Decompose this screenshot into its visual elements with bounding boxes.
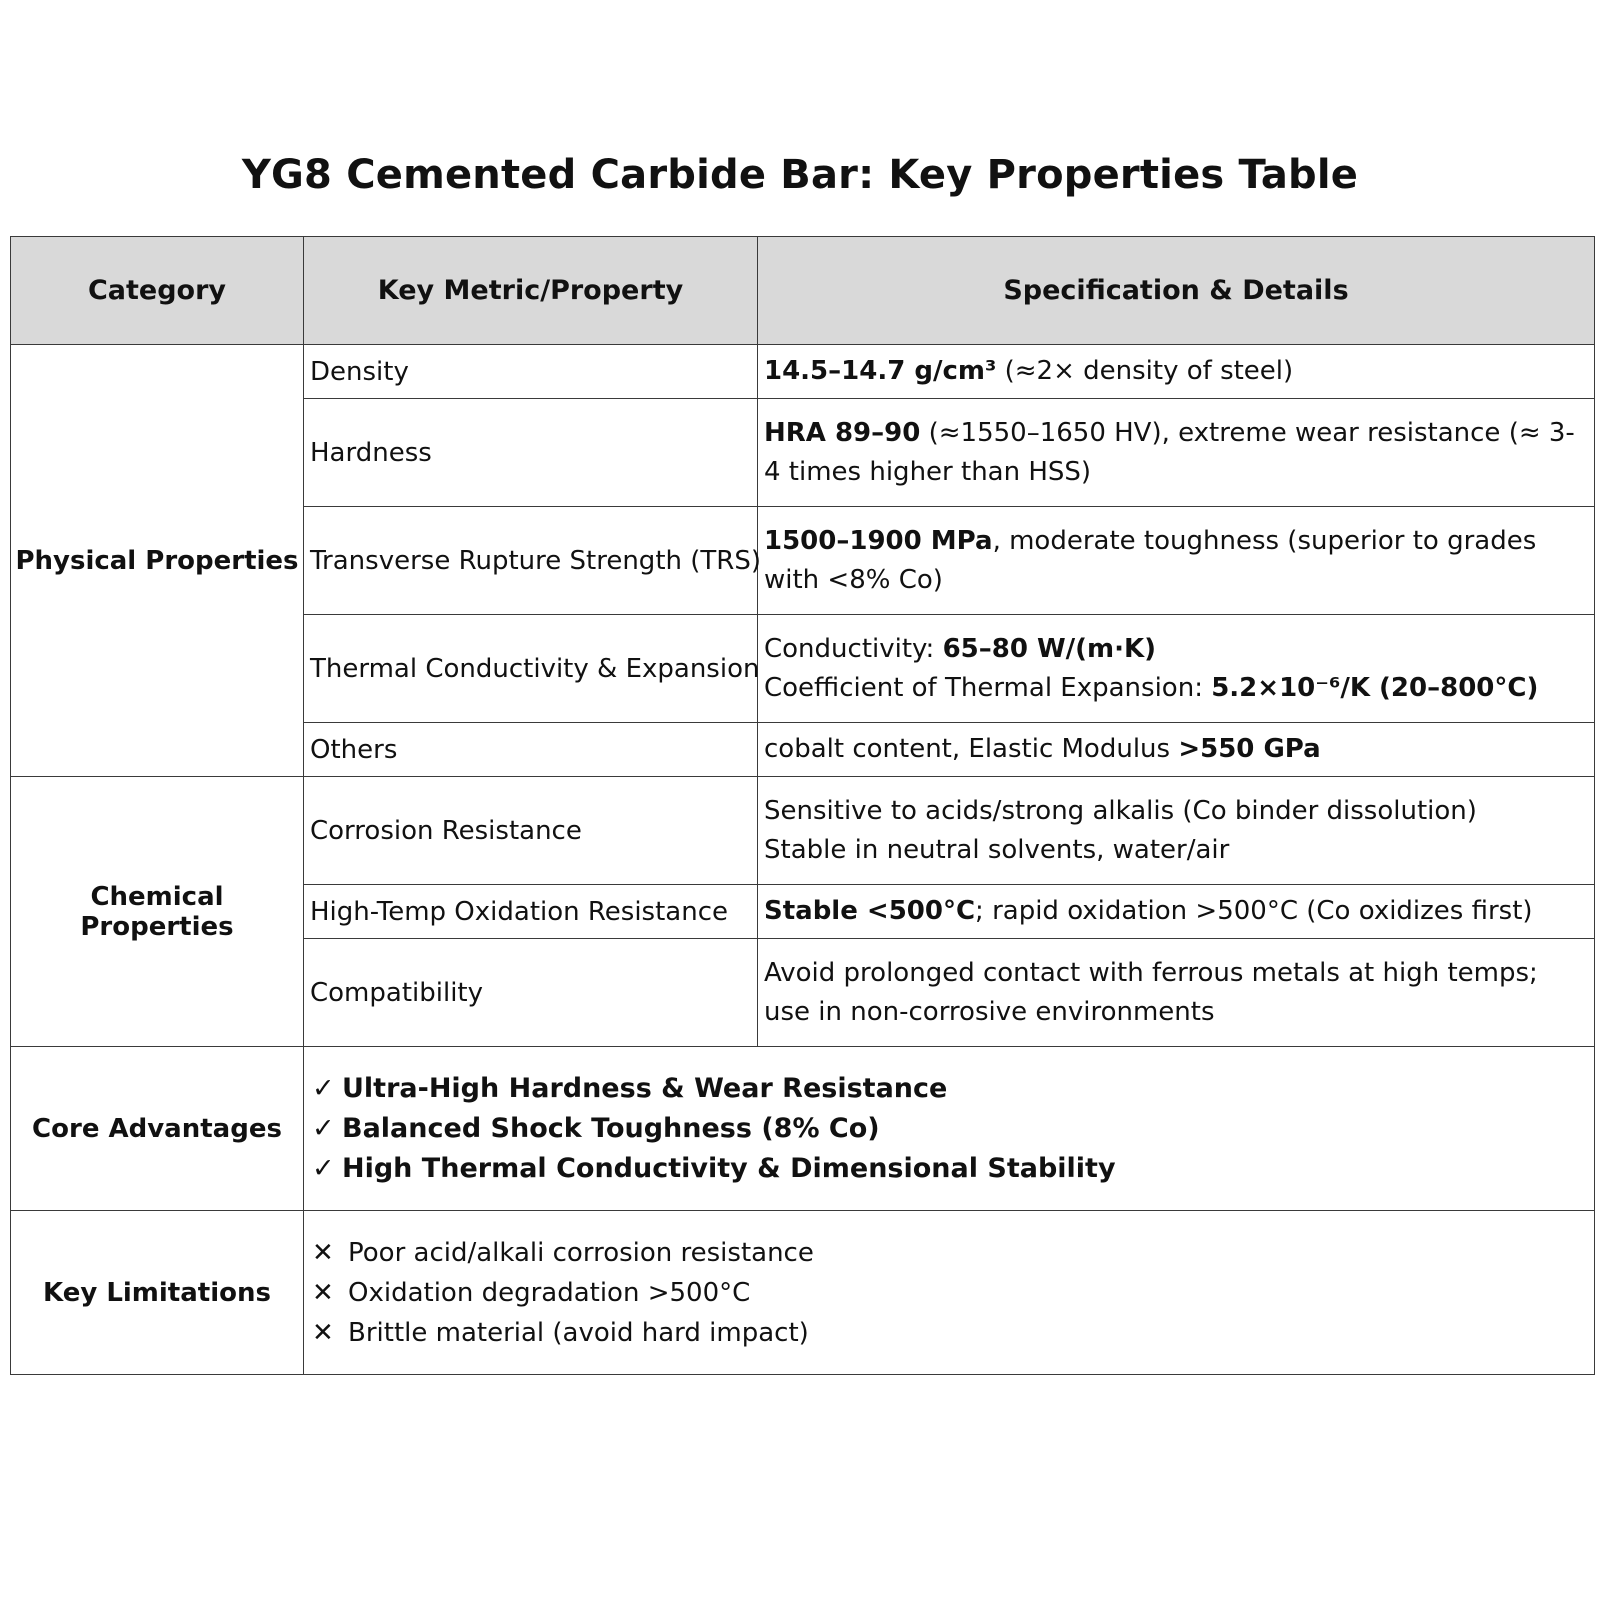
spec-oxidation-value: Stable <500°C [764, 896, 976, 926]
advantage-label: Ultra-High Hardness & Wear Resistance [342, 1072, 948, 1104]
spec-others-note: cobalt content, Elastic Modulus [764, 734, 1179, 764]
category-chemical: Chemical Properties [11, 777, 304, 1047]
spec-trs-note: , moderate toughness (superior to grades with <8% Co) [764, 525, 1537, 595]
spec-density [758, 345, 1595, 399]
metric-thermal: Thermal Conductivity & Expansion [304, 615, 758, 723]
header-spec: Specification & Details [758, 237, 1595, 345]
spec-thermal [758, 615, 1595, 723]
close-icon: ✕ [312, 1317, 334, 1348]
metric-oxidation: High-Temp Oxidation Resistance [304, 885, 758, 939]
limitation-item [312, 1233, 1594, 1273]
category-advantages: Core Advantages [11, 1047, 304, 1211]
advantage-item [312, 1149, 1594, 1189]
close-icon: ✕ [312, 1277, 334, 1308]
spec-others [758, 723, 1595, 777]
spec-hardness [758, 399, 1595, 507]
advantage-label: Balanced Shock Toughness (8% Co) [342, 1112, 880, 1144]
spec-trs [758, 507, 1595, 615]
advantages-list [304, 1047, 1595, 1211]
metric-others: Others [304, 723, 758, 777]
spec-corrosion-line1: Sensitive to acids/strong alkalis (Co binder dissolution) [764, 795, 1477, 826]
page-title: YG8 Cemented Carbide Bar: Key Properties Table [241, 152, 1359, 198]
header-metric: Key Metric/Property [304, 237, 758, 345]
limitation-item [312, 1273, 1594, 1313]
metric-corrosion: Corrosion Resistance [304, 777, 758, 885]
limitation-item [312, 1313, 1594, 1353]
table-row [11, 345, 1595, 399]
advantage-item [312, 1109, 1594, 1149]
metric-hardness: Hardness [304, 399, 758, 507]
spec-thermal-label2: Coefficient of Thermal Expansion: [764, 672, 1212, 703]
metric-density: Density [304, 345, 758, 399]
spec-corrosion-line2: Stable in neutral solvents, water/air [764, 834, 1230, 865]
spec-corrosion [758, 777, 1595, 885]
spec-others-value: >550 GPa [1178, 734, 1321, 764]
spec-thermal-line1 [764, 630, 1588, 669]
spec-thermal-line2 [764, 669, 1588, 708]
advantage-item [312, 1069, 1594, 1109]
limitation-label: Oxidation degradation >500°C [348, 1277, 751, 1308]
spec-trs-value: 1500–1900 MPa [764, 525, 993, 556]
spec-oxidation [758, 885, 1595, 939]
category-physical: Physical Properties [11, 345, 304, 777]
limitations-list [304, 1211, 1595, 1375]
header-category: Category [11, 237, 304, 345]
check-icon: ✓ [312, 1072, 335, 1104]
spec-thermal-label1: Conductivity: [764, 633, 943, 664]
table-row [11, 777, 1595, 885]
metric-compatibility: Compatibility [304, 939, 758, 1047]
table-row [11, 1211, 1595, 1375]
properties-table [10, 236, 1595, 1375]
spec-density-value: 14.5–14.7 g/cm³ [764, 356, 997, 386]
spec-thermal-value2: 5.2×10⁻⁶/K (20–800°C) [1211, 672, 1539, 703]
spec-hardness-value: HRA 89–90 [764, 417, 921, 448]
spec-thermal-value1: 65–80 W/(m·K) [942, 633, 1157, 664]
metric-trs: Transverse Rupture Strength (TRS) [304, 507, 758, 615]
category-limitations: Key Limitations [11, 1211, 304, 1375]
close-icon: ✕ [312, 1237, 334, 1268]
spec-hardness-note: (≈1550–1650 HV), extreme wear resistance (≈ 3-4 times higher than HSS) [764, 417, 1575, 487]
spec-density-note: (≈2× density of steel) [996, 356, 1294, 386]
check-icon: ✓ [312, 1152, 335, 1184]
limitation-label: Poor acid/alkali corrosion resistance [348, 1237, 814, 1268]
header-row [11, 237, 1595, 345]
spec-oxidation-note: ; rapid oxidation >500°C (Co oxidizes first) [975, 896, 1533, 926]
limitation-label: Brittle material (avoid hard impact) [348, 1317, 809, 1348]
spec-compatibility: Avoid prolonged contact with ferrous metals at high temps; use in non-corrosive environments [758, 939, 1595, 1047]
check-icon: ✓ [312, 1112, 335, 1144]
table-row [11, 1047, 1595, 1211]
advantage-label: High Thermal Conductivity & Dimensional Stability [342, 1152, 1116, 1184]
